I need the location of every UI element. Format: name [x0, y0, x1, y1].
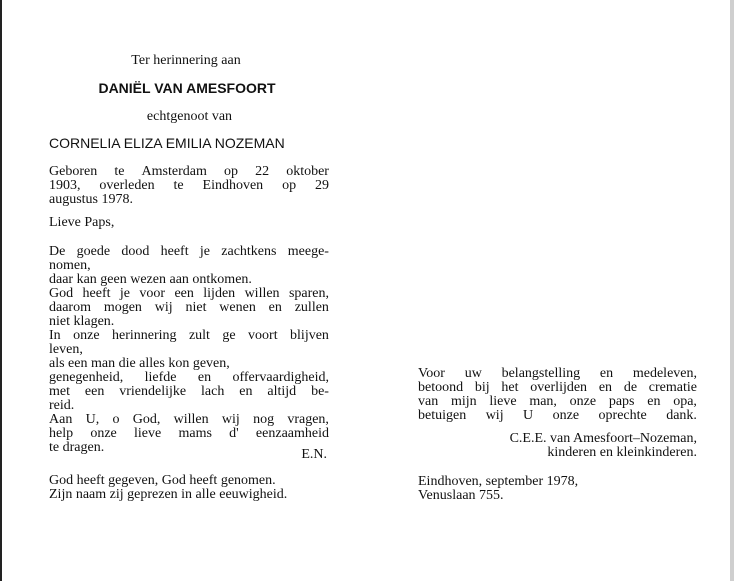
word: oktober — [286, 164, 329, 179]
address: Venuslaan 755. — [418, 488, 504, 503]
text-line: met een vriendelijke lach en altijd be- — [49, 384, 329, 399]
text-line: God heeft je voor een lijden willen sparen, — [49, 286, 329, 301]
deceased-name: DANIËL VAN AMESFOORT — [98, 80, 276, 96]
text-line: daar kan geen wezen aan ontkomen. — [49, 272, 252, 287]
text-line: betuigen wij U onze oprechte dank. — [418, 408, 697, 423]
thanks-message — [418, 367, 697, 423]
spouse-of-text: echtgenoot van — [146, 109, 233, 124]
poem-initials: E.N. — [301, 447, 327, 462]
family-signature — [467, 432, 697, 460]
word: Geboren — [49, 164, 98, 179]
left-border — [0, 0, 2, 581]
place-date: Eindhoven, september 1978, — [418, 474, 579, 489]
right-border — [730, 0, 734, 581]
word: 22 — [255, 164, 270, 179]
word: overleden — [99, 178, 155, 193]
word: te — [173, 178, 184, 193]
text-line: nomen, — [49, 258, 91, 273]
text-line: augustus 1978. — [49, 192, 133, 207]
word: 29 — [315, 178, 329, 193]
text-line: van mijn lieve man, onze paps en opa, — [418, 394, 697, 409]
spouse-name: CORNELIA ELIZA EMILIA NOZEMAN — [49, 135, 285, 151]
text-line: leven, — [49, 342, 83, 357]
text-line: Voor uw belangstelling en medeleven, — [418, 366, 697, 381]
text-line: Aan U, o God, willen wij nog vragen, — [49, 412, 329, 427]
word: te — [114, 164, 125, 179]
birth-death-statement — [49, 165, 329, 207]
closing-verse — [49, 474, 339, 502]
word: Amsterdam — [141, 164, 207, 179]
text-line: betoond bij het overlijden en de crematie — [418, 380, 697, 395]
text-line: als een man die alles kon geven, — [49, 356, 230, 371]
text-line: God heeft gegeven, God heeft genomen. — [49, 473, 276, 488]
text-line: Zijn naam zij geprezen in alle eeuwigheid. — [49, 487, 288, 502]
text-line — [49, 179, 329, 193]
word: op — [282, 178, 297, 193]
text-line: genegenheid, liefde en offervaardigheid, — [49, 370, 329, 385]
text-line: reid. — [49, 398, 75, 413]
word: Eindhoven — [202, 178, 264, 193]
text-line: niet klagen. — [49, 314, 115, 329]
word: op — [223, 164, 238, 179]
text-line — [49, 165, 329, 179]
in-memory-heading: Ter herinnering aan — [131, 53, 241, 68]
salutation: Lieve Paps, — [49, 215, 115, 230]
text-line: In onze herinnering zult ge voort blijven — [49, 328, 329, 343]
word: 1903, — [49, 178, 81, 193]
text-line: De goede dood heeft je zachtkens meege- — [49, 244, 329, 259]
poem — [49, 245, 329, 455]
text-line: daarom mogen wij niet wenen en zullen — [49, 300, 329, 315]
text-line: te dragen. — [49, 440, 105, 455]
text-line: C.E.E. van Amesfoort–Nozeman, — [509, 431, 697, 446]
text-line: help onze lieve mams d' eenzaamheid — [49, 426, 329, 441]
text-line: kinderen en kleinkinderen. — [547, 445, 697, 460]
